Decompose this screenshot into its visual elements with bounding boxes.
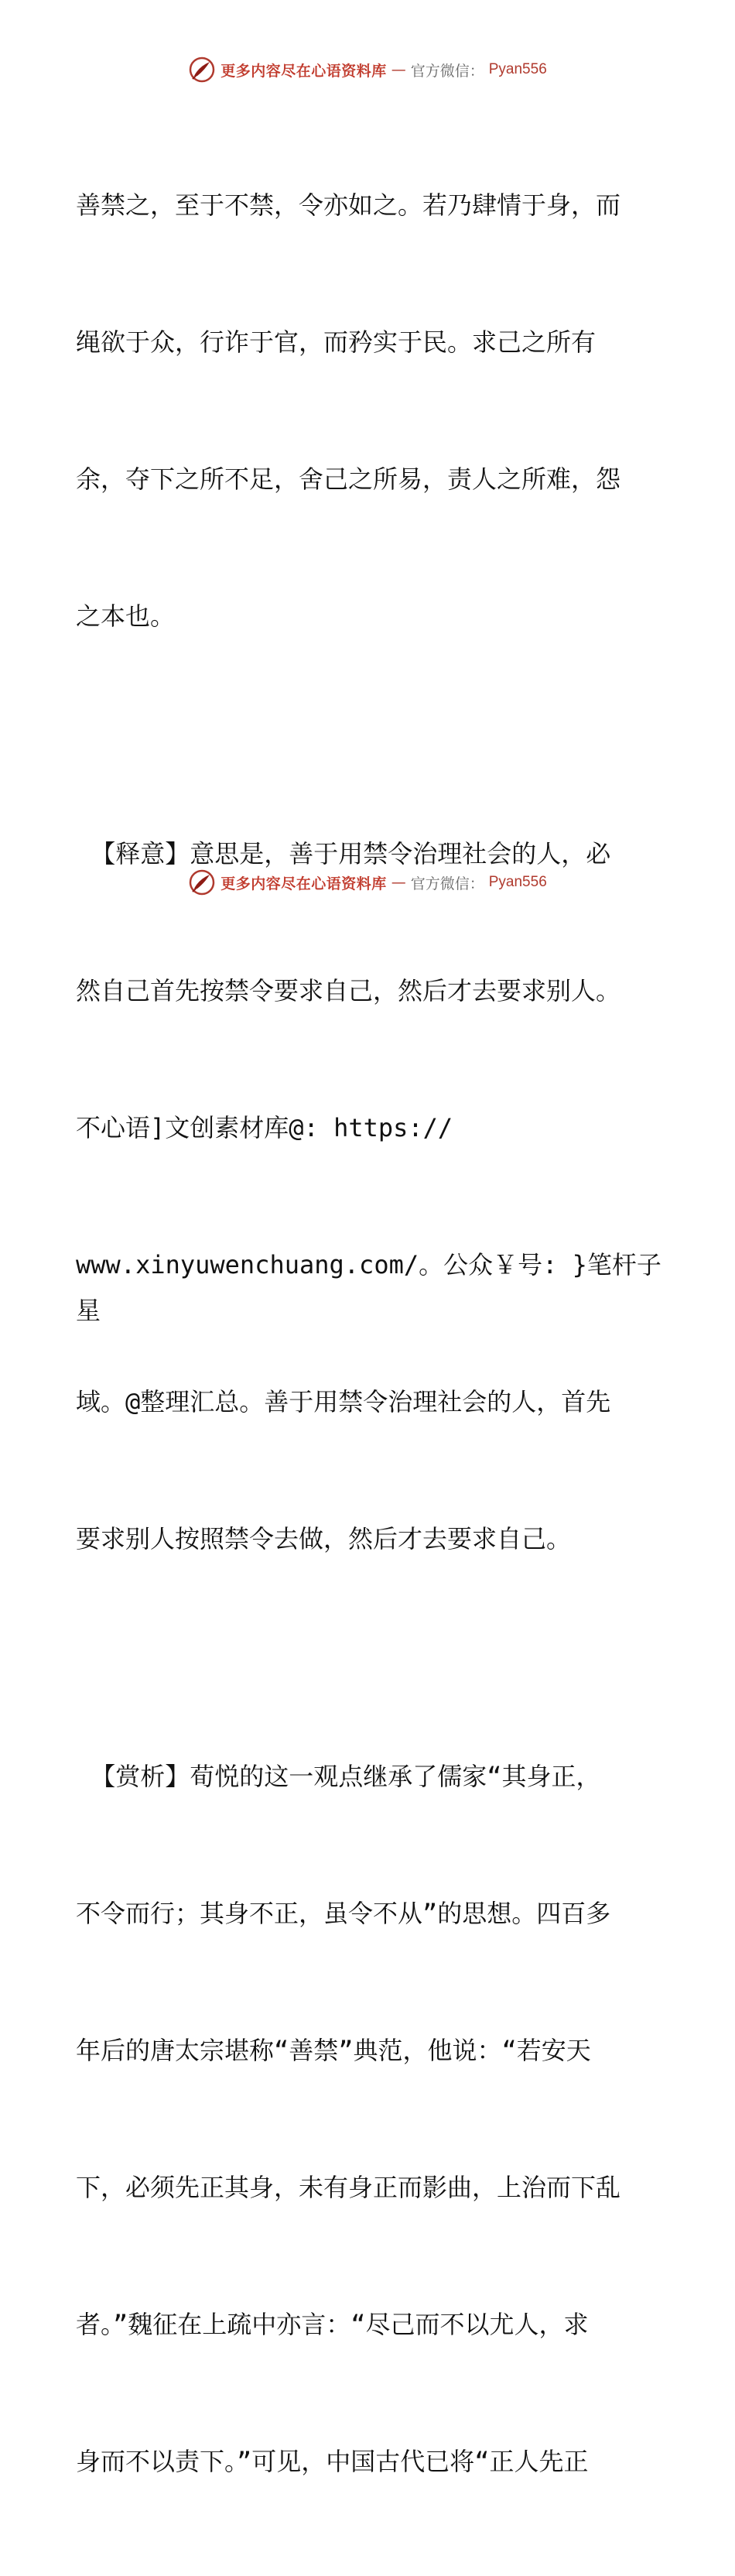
quill-pen-logo-icon: [188, 868, 216, 896]
banner-wechat-label: 官方微信：: [410, 62, 484, 80]
text-line: 之本也。: [76, 601, 176, 631]
text-line: www.xinyuwenchuang.com/。公众￥号: }笔杆子星: [76, 1250, 662, 1325]
banner-main-text: 更多内容尽在心语资料库: [220, 62, 387, 80]
text-line: 者。”魏征在上疏中亦言：“尽己而不以尤人，求: [76, 2310, 589, 2339]
text-line: 【赏析】荀悦的这一观点继承了儒家“其身正，: [76, 1762, 601, 1791]
text-line: 余，夺下之所不足，舍己之所易，责人之所难，怨: [76, 464, 621, 494]
banner-main-text: 更多内容尽在心语资料库: [220, 875, 387, 892]
banner-wechat-label: 官方微信：: [410, 875, 484, 892]
footer-banner: [0, 867, 735, 898]
text-line: 不令而行；其身不正，虽令不从”的思想。四百多: [76, 1899, 611, 1928]
text-line: 下，必须先正其身，未有身正而影曲，上治而下乱: [76, 2173, 621, 2202]
banner-wechat-id: Pyan556: [488, 61, 547, 77]
banner-wechat-id: Pyan556: [488, 874, 547, 890]
text-line: 善禁之，至于不禁，令亦如之。若乃肆情于身，而: [76, 190, 621, 220]
text-line: 年后的唐太宗堪称“善禁”典范，他说：“若安天: [76, 2036, 591, 2065]
text-line: 域。@整理汇总。善于用禁令治理社会的人，首先: [76, 1387, 611, 1416]
header-banner: [0, 54, 735, 85]
text-line: 绳欲于众，行诈于官，而矜实于民。求己之所有: [76, 327, 597, 357]
banner-dash: —: [391, 61, 406, 78]
text-line: 要求别人按照禁令去做，然后才去要求自己。: [76, 1524, 572, 1553]
text-line: 不心语]文创素材库@: https://: [76, 1113, 453, 1142]
quill-pen-logo-icon: [188, 56, 216, 84]
text-line: 然自己首先按禁令要求自己，然后才去要求别人。: [76, 976, 621, 1005]
paragraph-original-text: [76, 91, 664, 731]
document-body: [76, 91, 664, 2576]
paragraph-appreciation: [76, 1663, 664, 2576]
text-line: 【释意】意思是，善于用禁令治理社会的人，必: [76, 839, 611, 868]
text-line: 身而不以责下。”可见，中国古代已将“正人先正: [76, 2447, 589, 2476]
banner-dash: —: [391, 874, 406, 891]
